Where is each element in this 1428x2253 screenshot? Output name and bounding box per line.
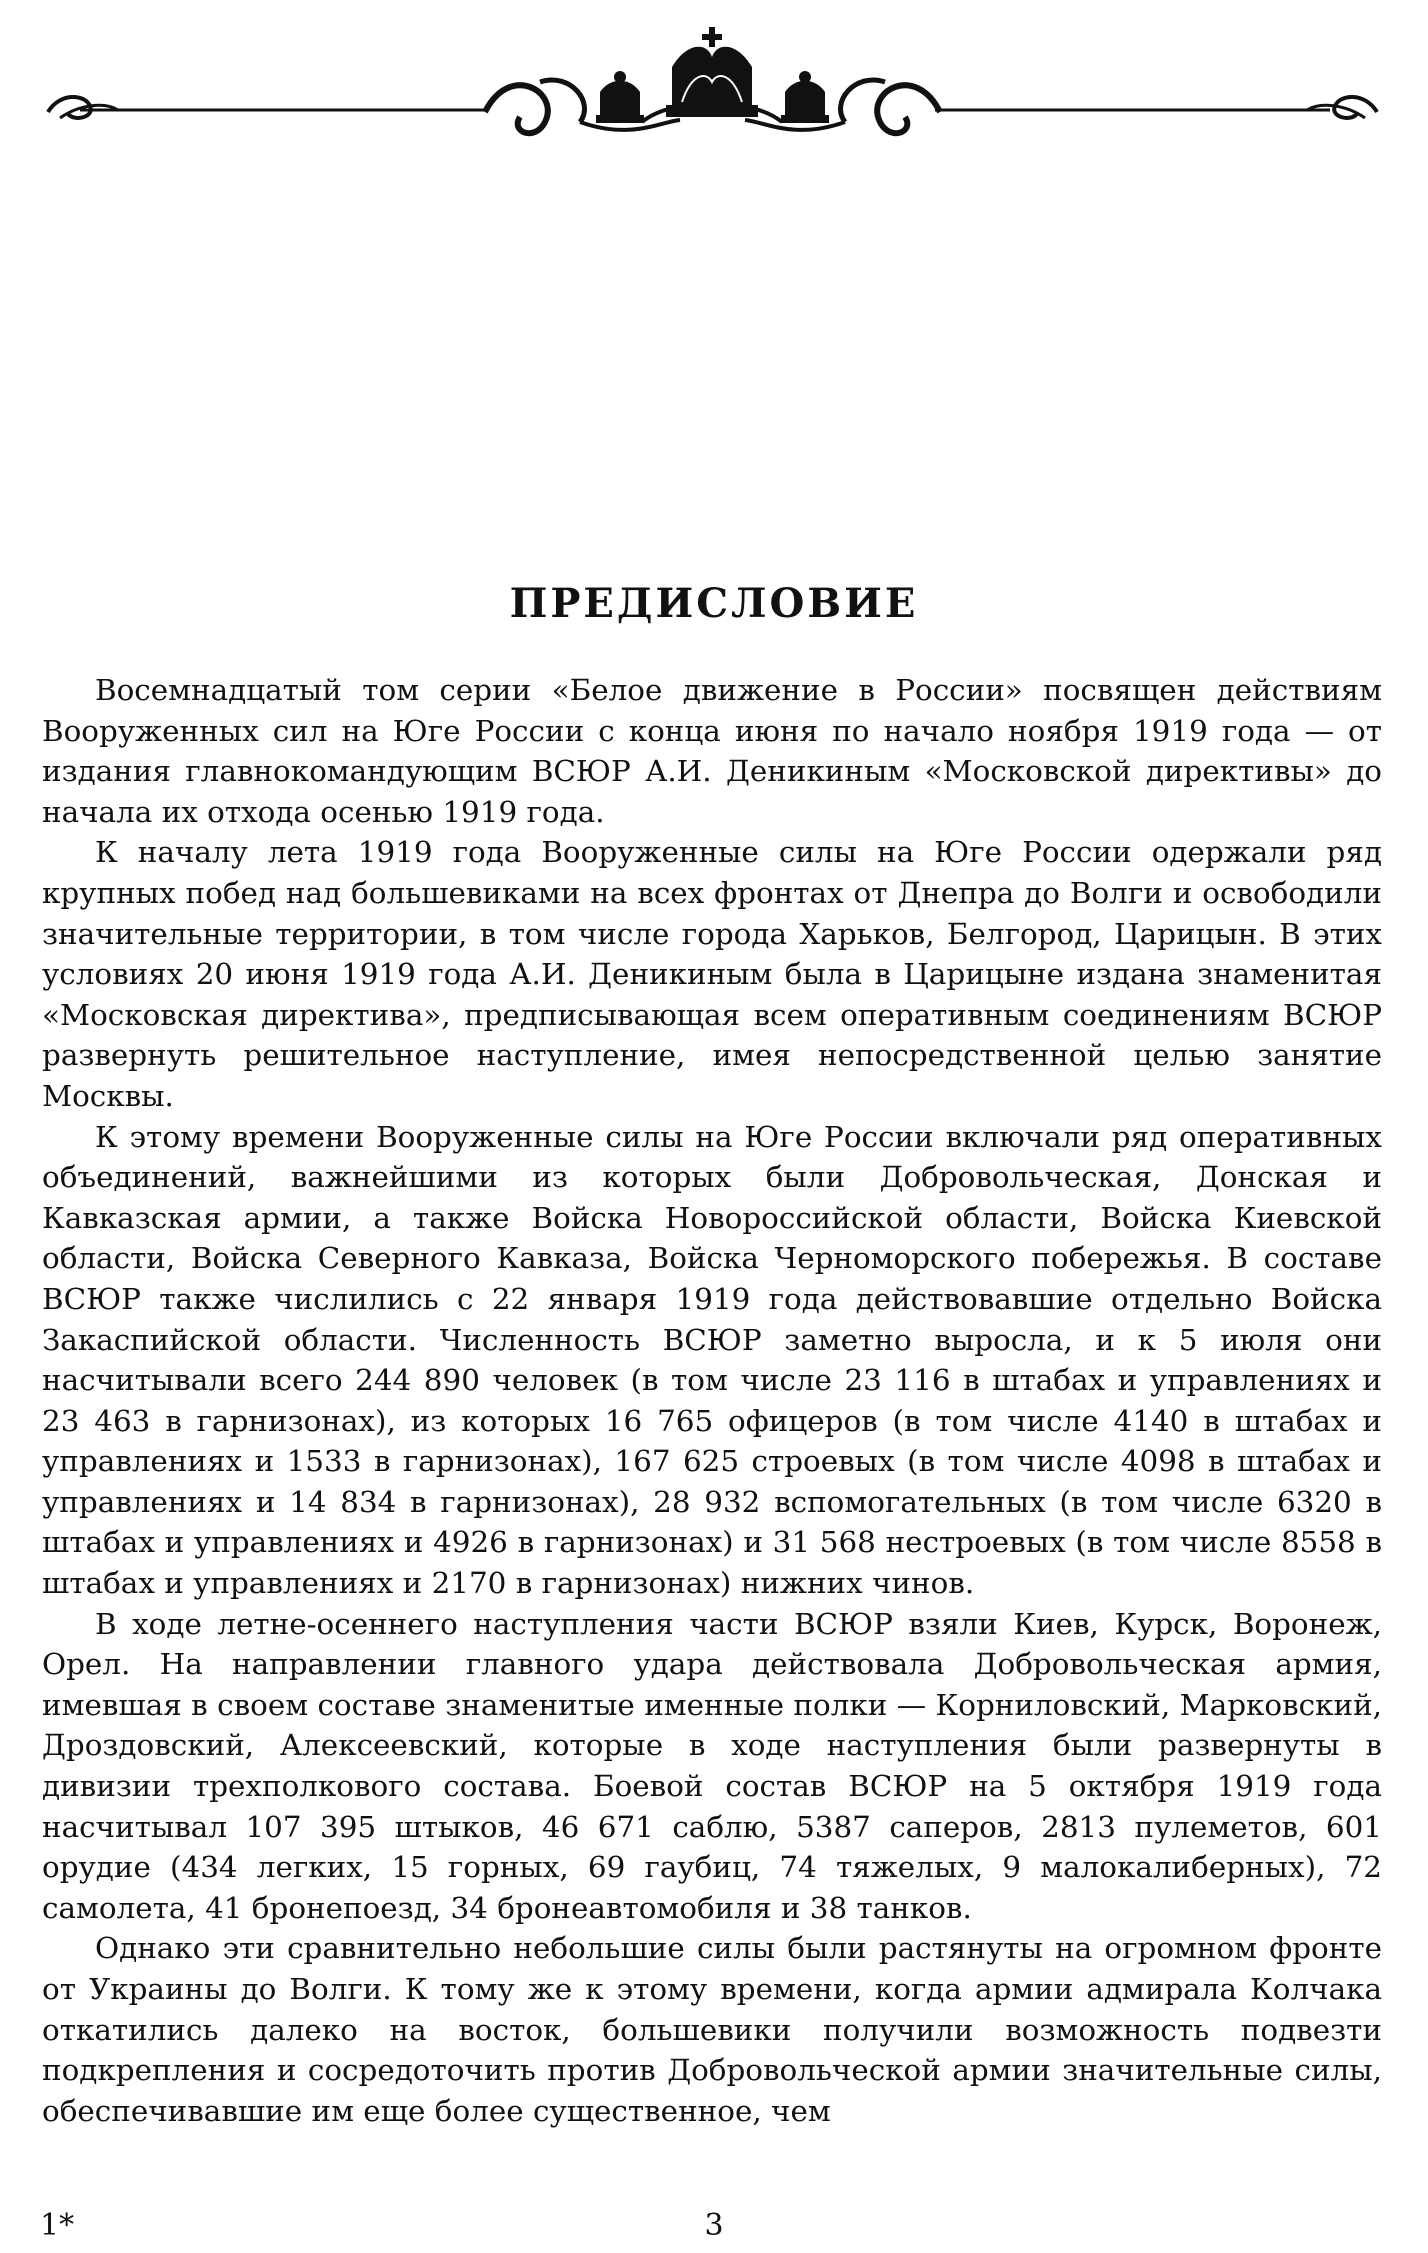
paragraph: Восемнадцатый том серии «Белое движение в России» посвящен действиям Вооруженных сил на Юге России с конца июня по начало ноября 1919 года — от издания главнокомандующим ВСЮР А.И. Деникиным «Московской директивы» до начала их отхода осенью 1919 года. [42,673,1382,829]
imperial-crowns-ornament-icon [40,22,1385,152]
page-number: 3 [704,2208,724,2243]
paragraph: В ходе летне-осеннего наступления части ВСЮР взяли Киев, Курск, Воронеж, Орел. На направлении главного удара действовала Добровольческая армия, имевшая в своем составе знаменитые именные полки — Корниловский, Марковский, Дроздовский, Алексеевский, которые в ходе наступления были развернуты в дивизии трехполкового состава. Боевой состав ВСЮР на 5 октября 1919 года насчитывал 107 395 штыков, 46 671 саблю, 5387 саперов, 2813 пулеметов, 601 орудие (434 легких, 15 горных, 69 гаубиц, 74 тяжелых, 9 малокалиберных), 72 самолета, 41 бронепоезд, 34 бронеавтомобиля и 38 танков. [42,1606,1382,1925]
paragraph: Однако эти сравнительно небольшие силы были растянуты на огромном фронте от Украины до Волги. К тому же к этому времени, когда армии адмирала Колчака откатились далеко на восток, большевики получили возможность подвезти подкрепления и сосредоточить против Добровольческой армии значительные силы, обеспечивавшие им еще более существенное, чем [42,1931,1382,2128]
paragraph: К началу лета 1919 года Вооруженные силы на Юге России одержали ряд крупных побед над большевиками на всех фронтах от Днепра до Волги и освободили значительные территории, в том числе города Харьков, Белгород, Царицын. В этих условиях 20 июня 1919 года А.И. Деникиным была в Царицыне издана знаменитая «Московская директива», предписывающая всем оперативным соединениям ВСЮР развернуть решительное наступление, имея непосредственной целью занятие Москвы. [42,835,1382,1113]
body-text [42,670,1382,2131]
paragraph: К этому времени Вооруженные силы на Юге России включали ряд оперативных объединений, важнейшими из которых были Добровольческая, Донская и Кавказская армии, а также Войска Новороссийской области, Войска Киевской области, Войска Северного Кавказа, Войска Черноморского побережья. В составе ВСЮР также числились с 22 января 1919 года действовавшие отдельно Войска Закаспийской области. Численность ВСЮР заметно выросла, и к 5 июля они насчитывали всего 244 890 человек (в том числе 23 116 в штабах и управлениях и 23 463 в гарнизонах), из которых 16 765 офицеров (в том числе 4140 в штабах и управлениях и 1533 в гарнизонах), 167 625 строевых (в том числе 4098 в штабах и управлениях и 14 834 в гарнизонах), 28 932 вспомогательных (в том числе 6320 в штабах и управлениях и 4926 в гарнизонах) и 31 568 нестроевых (в том числе 8558 в штабах и управлениях и 2170 в гарнизонах) нижних чинов. [42,1119,1382,1601]
signature-mark: 1* [40,2208,75,2243]
page-title: ПРЕДИСЛОВИЕ [509,580,919,627]
